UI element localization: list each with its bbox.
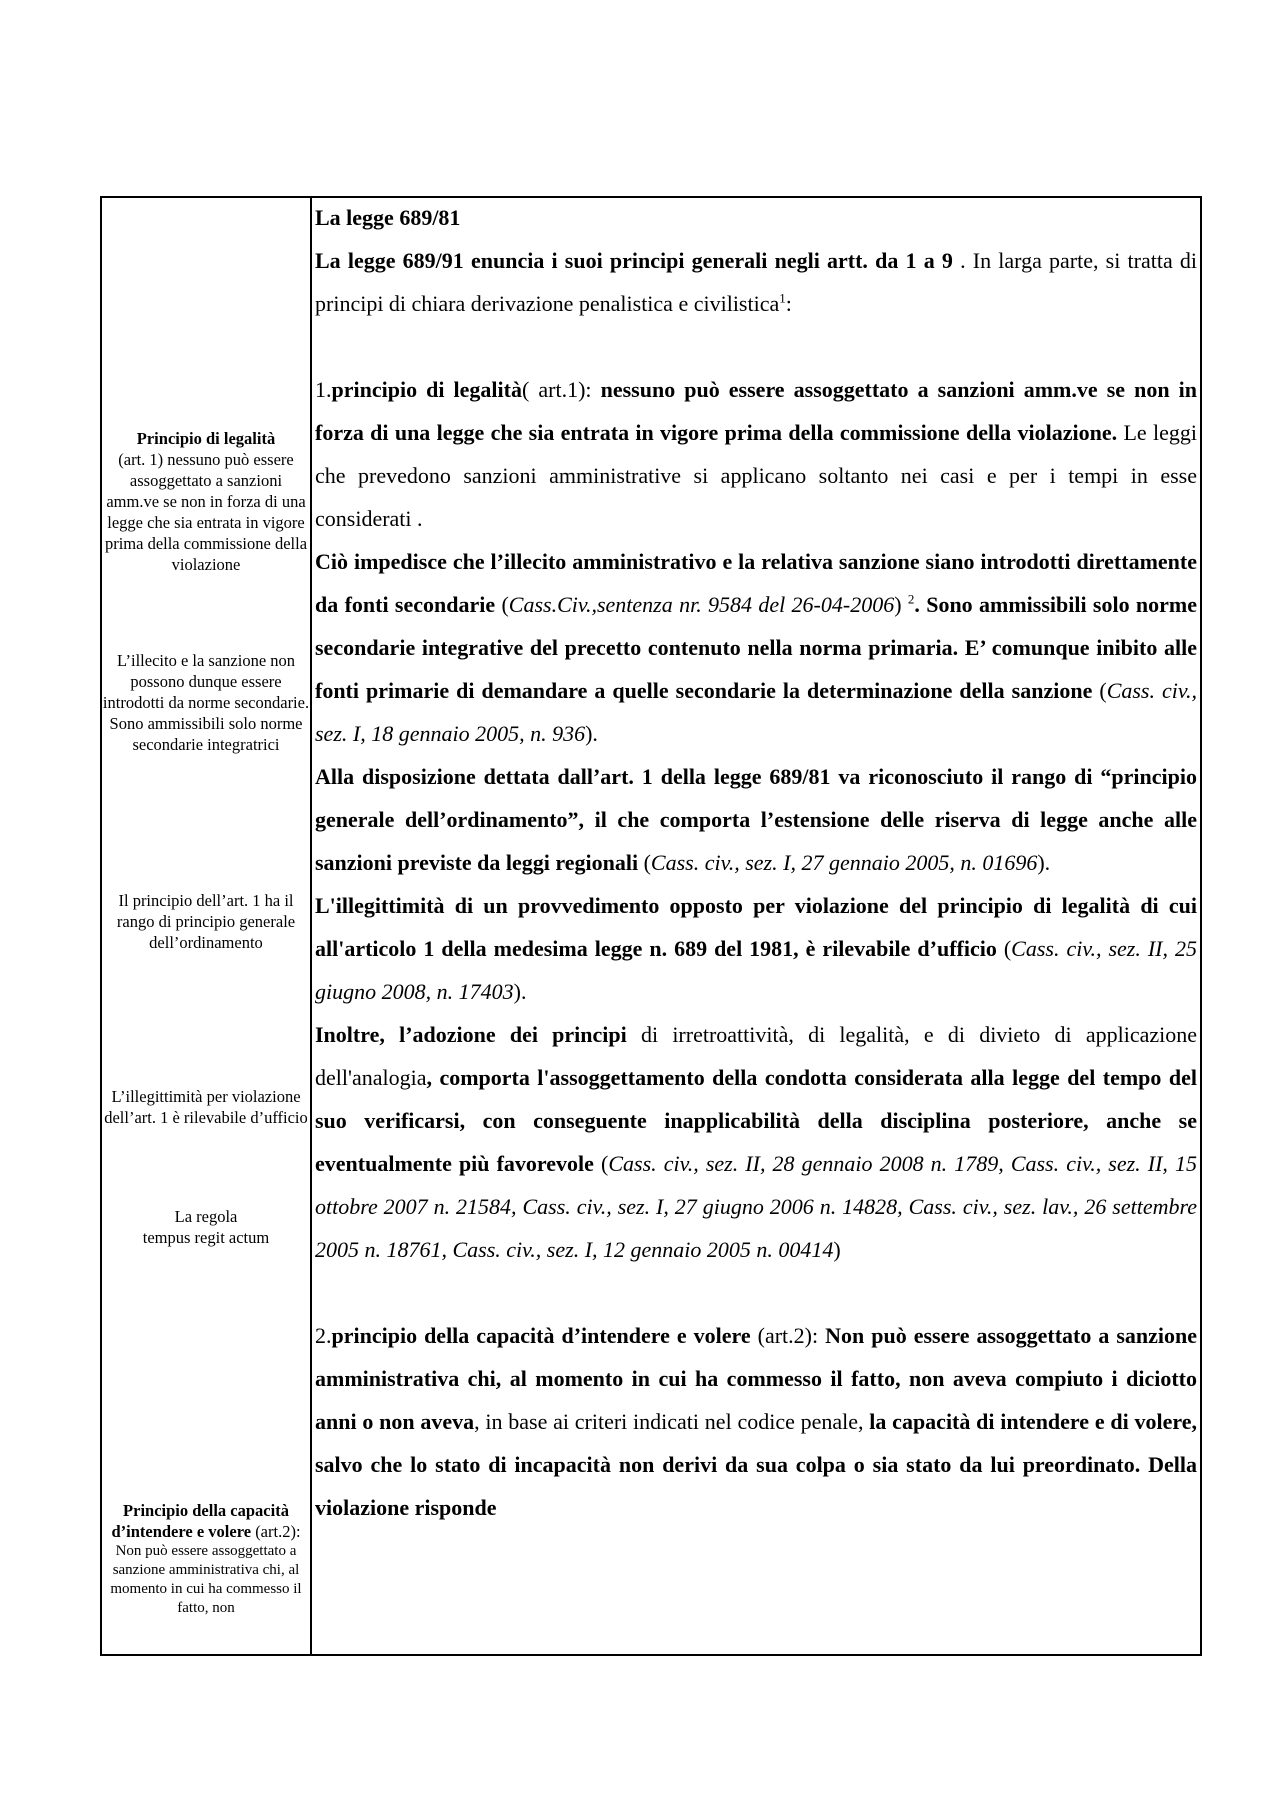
- side-note-legalita-title: Principio di legalità: [136, 429, 276, 448]
- column-divider: [310, 196, 312, 1656]
- main-text: [315, 196, 1197, 1529]
- side-note-tempus: La regola tempus regit actum: [142, 1207, 270, 1247]
- side-note-rango: Il principio dell’art. 1 ha il rango di principio generale dell’ordinamento: [116, 891, 296, 952]
- legalita-paragraph: 1.principio di legalità( art.1): nessuno può essere assoggettato a sanzioni amm.ve se non in forza di una legge che sia entrata in vigore prima della commissione della violazione. Le leggi che prevedono sanzioni amministrative si applicano soltanto nei casi e per i tempi in esse considerati .: [315, 377, 1197, 531]
- side-note-capacita: Principio della capacità d’intendere e volere (art.2): Non può essere assoggettato a sanzione amministrativa chi, al momento in cui ha commesso il fatto, non: [102, 1500, 310, 1618]
- footnote-ref-1[interactable]: 1: [779, 290, 786, 306]
- side-note-legalita: [102, 428, 310, 575]
- main-heading: La legge 689/81: [315, 205, 461, 230]
- secondarie-paragraph: Ciò impedisce che l’illecito amministrativo e la relativa sanzione siano introdotti direttamente da fonti secondarie (Cass.Civ.,sentenza nr. 9584 del 26-04-2006) $^2$. Sono ammissibili solo norme secondarie integrative del precetto contenuto nella norma primaria. E’ comunque inibito alle fonti primarie di demandare a quelle secondarie la determinazione della sanzione (Cass. civ., sez. I, 18 gennaio 2005, n. 936).: [315, 549, 1198, 746]
- intro-paragraph: La legge 689/91 enuncia i suoi principi generali negli artt. da 1 a 9 . In larga parte, si tratta di principi di chiara derivazione penalistica e civilistica$^1$:: [315, 248, 1198, 316]
- tempus-paragraph: Inoltre, l’adozione dei principi di irretroattività, di legalità, e di divieto di applicazione dell'analogia, comporta l'assoggettamento della condotta considerata alla legge del tempo del suo verificarsi, con conseguente inapplicabilità della disciplina posteriore, anche se eventualmente più favorevole (Cass. civ., sez. II, 28 gennaio 2008 n. 1789, Cass. civ., sez. II, 15 ottobre 2007 n. 21584, Cass. civ., sez. I, 27 giugno 2006 n. 14828, Cass. civ., sez. lav., 26 settembre 2005 n. 18761, Cass. civ., sez. I, 12 gennaio 2005 n. 00414): [315, 1022, 1197, 1262]
- capacita-paragraph: 2.principio della capacità d’intendere e volere (art.2): Non può essere assoggettato a sanzione amministrativa chi, al momento in cui ha commesso il fatto, non aveva compiuto i diciotto anni o non aveva, in base ai criteri indicati nel codice penale, la capacità di intendere e di volere, salvo che lo stato di incapacità non derivi da sua colpa o sia stato da lui preordinato. Della violazione risponde: [315, 1323, 1198, 1520]
- side-note-capacita-body: Non può essere assoggettato a sanzione amministrativa chi, al momento in cui ha commesso il fatto, non: [110, 1543, 302, 1616]
- side-note-capacita-title: Principio della capacità d’intendere e volere: [111, 1501, 289, 1541]
- side-note-ufficio: L’illegittimità per violazione dell’art. 1 è rilevabile d’ufficio: [104, 1087, 308, 1127]
- ufficio-paragraph: L'illegittimità di un provvedimento opposto per violazione del principio di legalità di cui all'articolo 1 della medesima legge n. 689 del 1981, è rilevabile d’ufficio (Cass. civ., sez. II, 25 giugno 2008, n. 17403).: [315, 893, 1197, 1004]
- footnote-ref-2[interactable]: 2: [907, 591, 915, 607]
- side-note-secondarie: L’illecito e la sanzione non possono dunque essere introdotti da norme secondarie. Sono ammissibili solo norme secondarie integratrici: [102, 651, 310, 754]
- side-note-legalita-body: (art. 1) nessuno può essere assoggettato a sanzioni amm.ve se non in forza di una legge che sia entrata in vigore prima della commissione della violazione: [104, 450, 308, 574]
- rango-paragraph: Alla disposizione dettata dall’art. 1 della legge 689/81 va riconosciuto il rango di “principio generale dell’ordinamento”, il che comporta l’estensione delle riserva di legge anche alle sanzioni previste da leggi regionali (Cass. civ., sez. I, 27 gennaio 2005, n. 01696).: [315, 764, 1197, 875]
